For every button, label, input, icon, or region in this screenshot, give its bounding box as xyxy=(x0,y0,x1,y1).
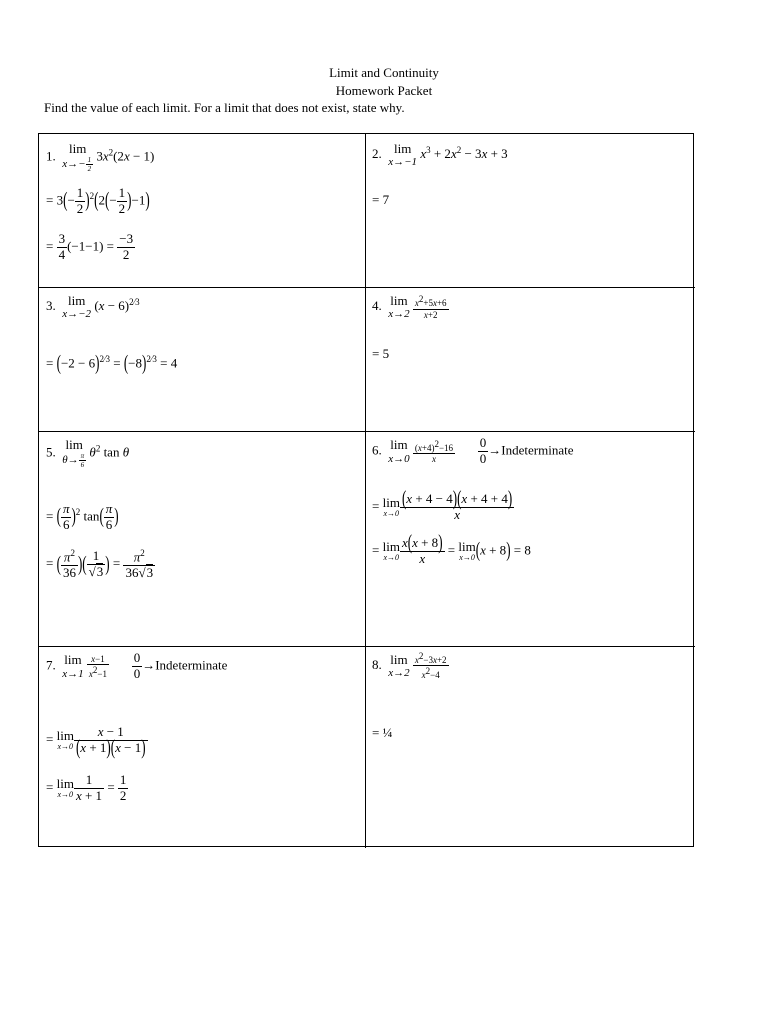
problem-7-step2: = lim x→0 $\frac{1}{x + 1}$ = $\frac{1}{2}$ xyxy=(46,772,127,803)
problem-5-statement: 5. lim θ→ $\frac{\pi}{6}$ $\theta^2$ tan θ xyxy=(46,437,130,470)
problem-4-statement: 4. lim x→2 $\frac{x^2+5x+6}{x+2}$ xyxy=(372,293,447,321)
page-subtitle: Homework Packet xyxy=(335,83,433,98)
problem-7-statement: 7. lim x→1 $\frac{x-1}{x^2-1}$ $\frac{0}{0}$ →Indeterminate xyxy=(46,650,228,681)
problem-6-cell xyxy=(366,432,695,647)
problem-5-cell xyxy=(39,432,366,647)
problem-1-cell xyxy=(39,134,366,288)
problem-2-cell xyxy=(366,134,695,288)
problem-8-answer: = ¼ xyxy=(372,725,393,740)
problem-7-note: Indeterminate xyxy=(155,657,228,673)
instructions: Find the value of each limit. For a limit that does not exist, state why. xyxy=(44,100,405,115)
problem-3-work: = $(-2 - 6)^{2⁄3} = (-8)^{2⁄3} = 4$ xyxy=(46,350,178,375)
problem-2-statement: 2. lim x→−1 $x^3 + 2x^2 - 3x + 3$ xyxy=(372,141,508,169)
problem-6-note: Indeterminate xyxy=(501,442,574,458)
problem-6-answer: 8 xyxy=(524,542,531,558)
problem-7-answer: $\frac{1}{2}$ xyxy=(119,772,127,803)
problem-3-answer: 4 xyxy=(170,355,178,371)
problem-5-answer: $\frac{\pi^2}{36√3}$ xyxy=(125,548,154,581)
problem-3-cell xyxy=(39,288,366,432)
problem-3-statement: 3. lim x→−2 $(x - 6)^{2⁄3}$ xyxy=(46,293,140,321)
problem-2-answer: = 7 xyxy=(372,192,390,207)
problem-5-step2: = ( $\frac{\pi^2}{36}$ )( $\frac{1}{√3}$ ) = $\frac{\pi^2}{36√3}$ xyxy=(46,548,154,581)
problem-6-step2: = lim x→0 $\frac{x(x + 8)}{x}$ = lim x→0 (x + 8) = 8 xyxy=(372,529,531,566)
problem-5-step1: = ( $\frac{\pi}{6}$ )$^2$ tan( $\frac{\pi}{6}$ ) xyxy=(46,501,119,532)
problem-7-step1: = lim x→0 $\frac{x - 1}{(x + 1)(x - 1)}$ xyxy=(46,724,146,759)
problem-6-statement: 6. lim x→0 $\frac{(x+4)^2-16}{x}$ $\frac{0}{0}$ →Indeterminate xyxy=(372,435,574,466)
problem-8-statement: 8. lim x→2 $\frac{x^2-3x+2}{x^2-4}$ xyxy=(372,651,447,681)
problem-4-cell xyxy=(366,288,695,432)
problem-7-cell xyxy=(39,647,366,848)
problem-1-step2: = $\frac{3}{4}$ (−1−1) = $\frac{-3}{2}$ xyxy=(46,231,134,262)
problem-4-answer: = 5 xyxy=(372,346,390,361)
problem-8-cell xyxy=(366,647,695,848)
problem-grid xyxy=(38,133,694,847)
problem-1-statement: 1. lim x→− $\frac{1}{2}$ $3x^2(2x - 1)$ xyxy=(46,141,155,174)
page-title: Limit and Continuity xyxy=(329,65,439,80)
problem-6-step1: = lim x→0 $\frac{(x + 4 - 4)(x + 4 + 4)}{x}$ xyxy=(372,485,513,522)
problem-1-step1: = 3(− $\frac{1}{2}$ )$^2$(2(− $\frac{1}{2}$ )−1) xyxy=(46,185,150,216)
